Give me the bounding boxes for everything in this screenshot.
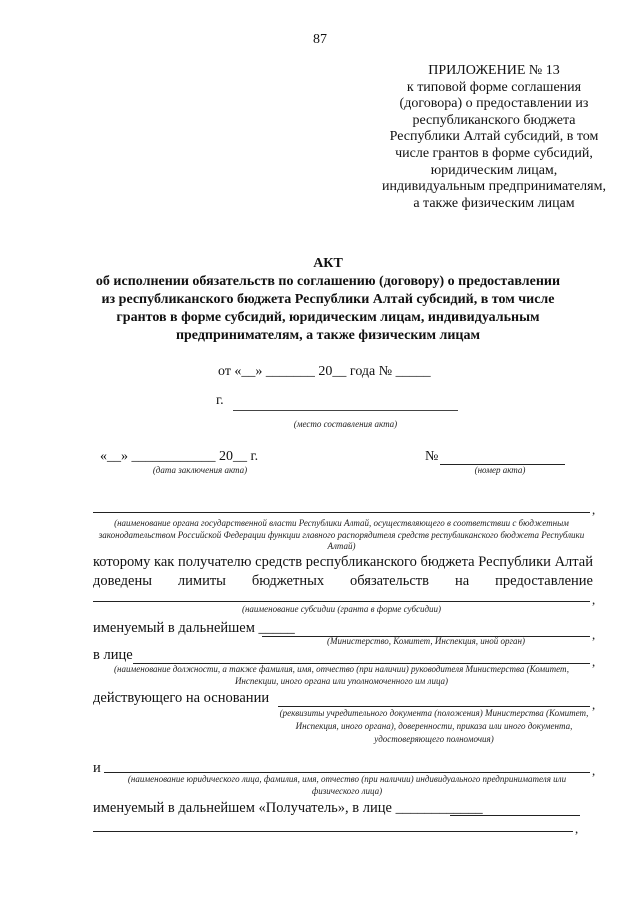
act-from-line: от «__» _______ 20__ года № _____ [218, 364, 431, 379]
act-number-underline [440, 450, 565, 465]
act-number-field[interactable] [425, 449, 565, 465]
recipient-person-field[interactable] [450, 815, 580, 816]
recipient-text: которому как получателю средств республиканского бюджета Республики Алтай доведены лимиты бюджетных обязательств на предоставление [93, 554, 593, 589]
recipient-person-comma: , [575, 821, 579, 836]
page-number: 87 [313, 32, 327, 47]
person-label: в лице [93, 647, 133, 663]
subsidy-comma: , [592, 592, 596, 607]
act-subtitle: об исполнении обязательств по соглашению (договору) о предоставлении из республиканского бюджета Республики Алтай субсидий, в том числе грантов в форме субсидий, юридическим лицам, индивидуальным предпринимателям, а также физическим лицам [95, 274, 561, 343]
subsidy-field[interactable] [93, 601, 590, 602]
party-field[interactable] [104, 772, 590, 773]
act-number-prefix: № [425, 449, 439, 464]
act-number-note: (номер акта) [474, 465, 526, 475]
named-note: (Министерство, Комитет, Инспекция, иной орган) [327, 636, 525, 646]
place-note: (место составления акта) [293, 419, 398, 429]
named-comma: , [592, 627, 596, 642]
organ-comma: , [592, 502, 596, 517]
person-note: (наименование должности, а также фамилия, имя, отчество (при наличии) руководителя Министерства (Комитет, Инспекции, иного органа или уполномоченного им лица) [114, 664, 569, 686]
date-note: (дата заключения акта) [152, 465, 248, 475]
basis-comma: , [592, 697, 596, 712]
place-field[interactable] [233, 410, 458, 411]
subsidy-note: (наименование субсидии (гранта в форме субсидии) [241, 604, 442, 614]
basis-note: (реквизиты учредительного документа (положения) Министерства (Комитет, Инспекция, иного органа), доверенности, приказа или иного документа, удостоверяющего полномочия) [279, 708, 589, 744]
party-note: (наименование юридического лица, фамилия, имя, отчество (при наличии) индивидуального предпринимателя или физического лица) [127, 774, 567, 796]
date-field[interactable]: «__» ____________ 20__ г. [100, 449, 259, 464]
appendix-text: к типовой форме соглашения (договора) о предоставлении из республиканского бюджета Республики Алтай субсидий, в том числе грантов в форме субсидий, юридическим лицам, индивидуальным предпринимателям, а также физическим лицам [382, 79, 606, 211]
recipient-person-label: именуемый в дальнейшем «Получатель», в лице ____________ [93, 800, 483, 816]
person-comma: , [592, 654, 596, 669]
organ-note: (наименование органа государственной власти Республики Алтай, осуществляющего в соответствии с бюджетным законодательством Российской Федерации функции главного распорядителя средств республиканского бюджета Республики Алтай) [98, 518, 585, 551]
appendix-header [378, 63, 610, 212]
act-title: АКТ [313, 256, 343, 271]
named-label: именуемый в дальнейшем _____ [93, 620, 295, 636]
recipient-person-field-continued[interactable] [93, 831, 573, 832]
organ-field[interactable] [93, 512, 590, 513]
party-label: и [93, 760, 101, 776]
basis-label: действующего на основании [93, 690, 270, 706]
act-heading [88, 255, 568, 345]
place-prefix: г. [216, 393, 224, 408]
appendix-title: ПРИЛОЖЕНИЕ № 13 [428, 63, 560, 78]
party-comma: , [592, 763, 596, 778]
